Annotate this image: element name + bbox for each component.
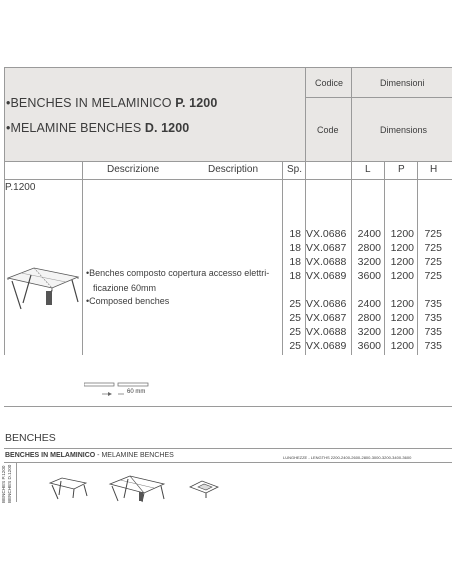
row-8-code: VX.0689 xyxy=(306,340,347,352)
row-3-p: 1200 xyxy=(390,256,414,268)
description-en: •Composed benches xyxy=(86,296,170,306)
code-label: Code xyxy=(317,125,339,135)
cable-cover-detail-drawing xyxy=(84,380,164,400)
title-it-size: P. 1200 xyxy=(175,96,218,110)
row-6-sp: 25 xyxy=(289,312,301,324)
subtitle-en: - MELAMINE BENCHES xyxy=(95,452,174,459)
subtitle-line xyxy=(4,462,452,463)
side-labels xyxy=(1,453,12,503)
row-8-sp: 25 xyxy=(289,340,301,352)
bench-illustration xyxy=(6,255,86,315)
row-6-code: VX.0687 xyxy=(306,312,347,324)
row-3-sp: 18 xyxy=(289,256,301,268)
column-header-line xyxy=(4,179,452,180)
section-line xyxy=(4,448,452,449)
row-label: P.1200 xyxy=(5,182,36,193)
left-border xyxy=(4,67,5,161)
side-label-1: BENCHES P.1200 xyxy=(1,465,6,503)
row-4-code: VX.0689 xyxy=(306,270,347,282)
l-header: L xyxy=(365,164,371,175)
row-8-p: 1200 xyxy=(390,340,414,352)
row-7-code: VX.0688 xyxy=(306,326,347,338)
row-2-code: VX.0687 xyxy=(306,242,347,254)
section-title: BENCHES xyxy=(5,432,56,444)
side-label-2: BENCHES D.1200 xyxy=(6,464,12,503)
row-1-l: 2400 xyxy=(357,228,381,240)
row-5-sp: 25 xyxy=(289,298,301,310)
bench-table-icon xyxy=(48,474,90,502)
title-en-size: D. 1200 xyxy=(144,121,190,135)
dimensions-label: Dimensions xyxy=(380,125,428,135)
h-header: H xyxy=(430,164,438,175)
dimensioni-label: Dimensioni xyxy=(380,78,425,88)
double-bench-table-icon xyxy=(108,472,166,504)
sp-header: Sp. xyxy=(287,164,303,175)
row-1-sp: 18 xyxy=(289,228,301,240)
codice-label: Codice xyxy=(315,78,344,88)
table-bottom-border xyxy=(4,406,452,407)
description-it-line1: •Benches composto copertura accesso elettri- xyxy=(86,268,270,278)
row-4-sp: 18 xyxy=(289,270,301,282)
row-4-h: 725 xyxy=(424,270,442,282)
row-2-h: 725 xyxy=(424,242,442,254)
row-4-l: 3600 xyxy=(357,270,381,282)
dimensions-column-divider xyxy=(351,67,352,161)
row-6-h: 735 xyxy=(424,312,442,324)
row-1-p: 1200 xyxy=(390,228,414,240)
row-3-l: 3200 xyxy=(357,256,381,268)
row-7-sp: 25 xyxy=(289,326,301,338)
row-1-h: 725 xyxy=(424,228,442,240)
row-2-sp: 18 xyxy=(289,242,301,254)
row-4-p: 1200 xyxy=(390,270,414,282)
detail-label: 60 mm xyxy=(127,389,146,395)
row-3-h: 725 xyxy=(424,256,442,268)
description-header: Description xyxy=(208,164,259,175)
row-8-h: 735 xyxy=(424,340,442,352)
row-8-l: 3600 xyxy=(357,340,381,352)
subtitle-it: BENCHES IN MELAMINICO xyxy=(5,452,96,459)
row-5-code: VX.0686 xyxy=(306,298,347,310)
row-5-p: 1200 xyxy=(390,298,414,310)
code-column-divider xyxy=(305,67,306,161)
row-1-code: VX.0686 xyxy=(306,228,347,240)
row-6-l: 2800 xyxy=(357,312,381,324)
title-it-text: •BENCHES IN MELAMINICO xyxy=(6,96,176,110)
row-5-h: 735 xyxy=(424,298,442,310)
row-2-l: 2800 xyxy=(357,242,381,254)
row-7-h: 735 xyxy=(424,326,442,338)
row-7-p: 1200 xyxy=(390,326,414,338)
row-5-l: 2400 xyxy=(357,298,381,310)
title-it xyxy=(6,96,217,110)
header-mid-line xyxy=(305,97,452,98)
row-3-code: VX.0688 xyxy=(306,256,347,268)
description-it-line2: ficazione 60mm xyxy=(93,283,157,293)
row-6-p: 1200 xyxy=(390,312,414,324)
cable-cover-icon xyxy=(188,478,222,500)
side-label-divider xyxy=(16,462,17,502)
lengths-label: LUNGHEZZE - LENGTHS 2200-2400-2600-2800-3000-3200-3400-3600 xyxy=(283,455,412,460)
row-2-p: 1200 xyxy=(390,242,414,254)
title-en-text: •MELAMINE BENCHES xyxy=(6,121,145,135)
descrizione-header: Descrizione xyxy=(107,164,160,175)
top-border xyxy=(4,67,452,68)
title-en xyxy=(6,121,189,135)
section-subtitle xyxy=(5,452,174,459)
p-header: P xyxy=(398,164,405,175)
row-7-l: 3200 xyxy=(357,326,381,338)
